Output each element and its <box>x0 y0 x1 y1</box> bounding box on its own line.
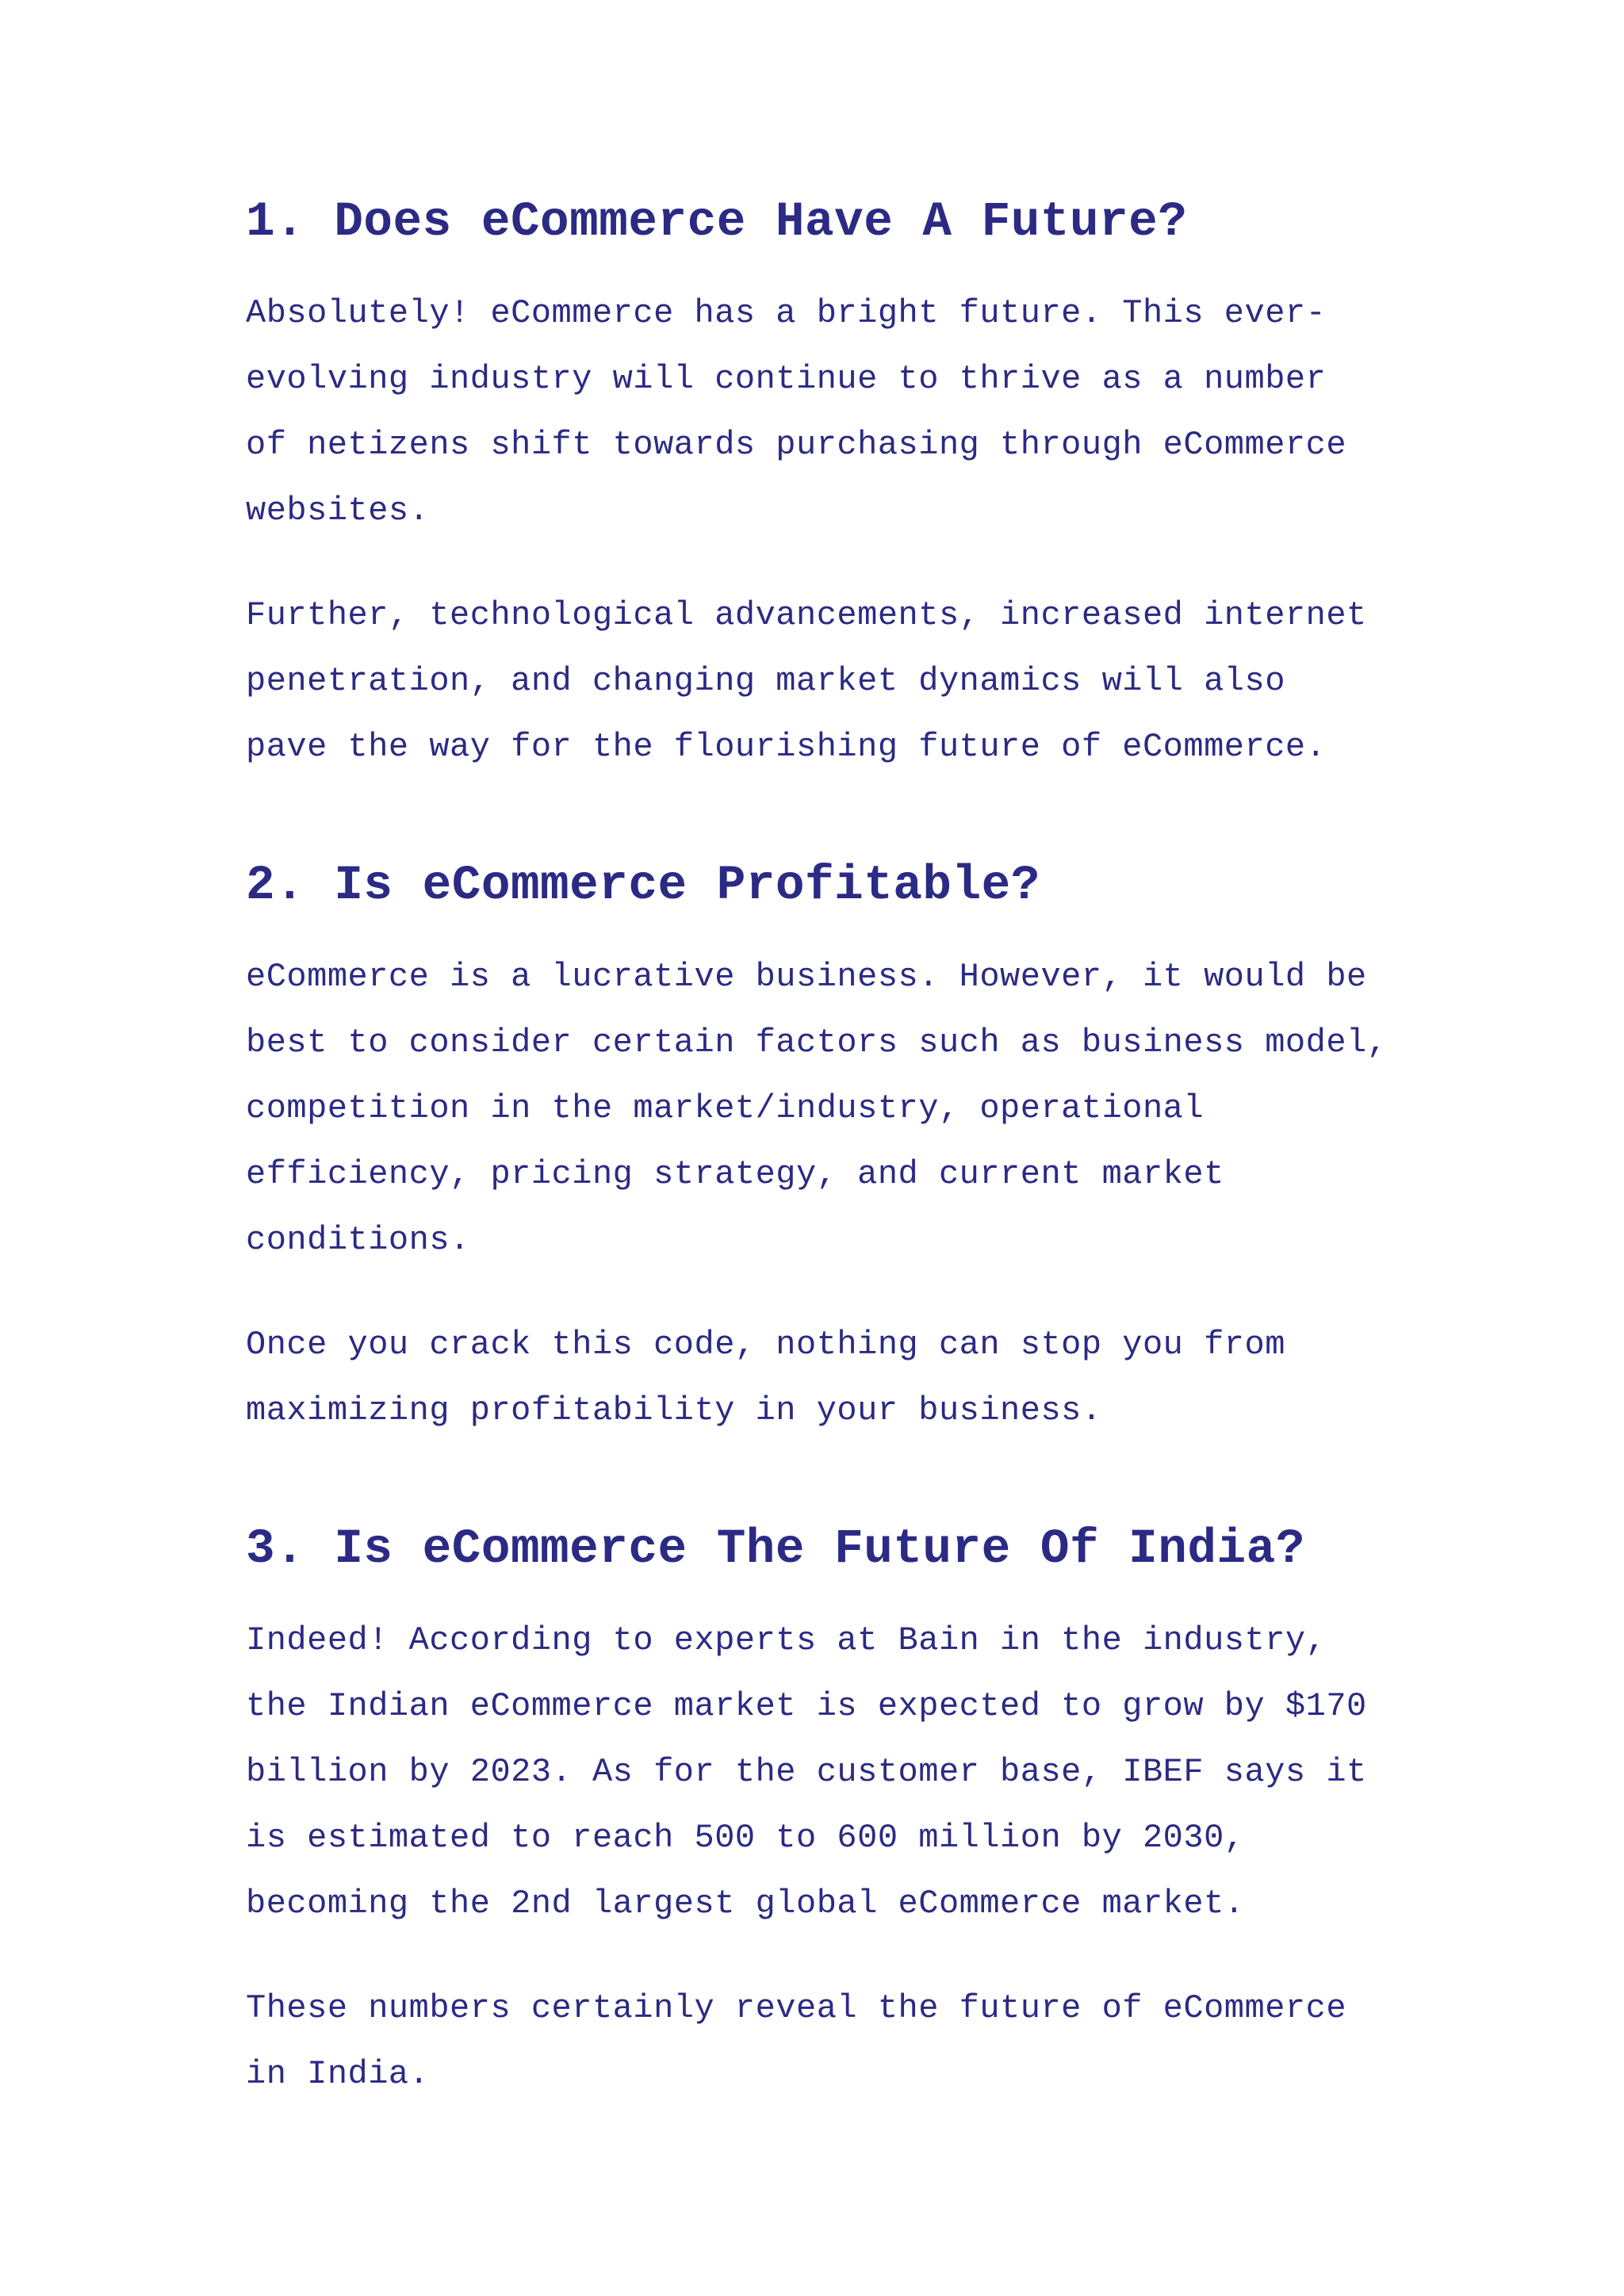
faq-section-3 <box>246 1517 1419 2107</box>
faq-answer-2-paragraph-1: eCommerce is a lucrative business. However, it would be best to consider certain factors such as business model, competition in the market/industry, operational efficiency, pricing strategy, and current market conditions. <box>246 958 1388 1259</box>
faq-answer-3-paragraph-1: Indeed! According to experts at Bain in the industry, the Indian eCommerce market is expected to grow by $170 billion by 2023. As for the customer base, IBEF says it is estimated to reach 500 to 600 million by 2030, becoming the 2nd largest global eCommerce market. <box>246 1621 1367 1923</box>
faq-answer-1-paragraph-1: Absolutely! eCommerce has a bright future. This ever- evolving industry will continue to thrive as a number of netizens shift towards purchasing through eCommerce websites. <box>246 294 1347 530</box>
faq-answer-3-paragraph-2: These numbers certainly reveal the future of eCommerce in India. <box>246 1989 1347 2093</box>
faq-heading-1: 1. Does eCommerce Have A Future? <box>246 195 1188 250</box>
faq-document <box>246 190 1419 2107</box>
faq-heading-2: 2. Is eCommerce Profitable? <box>246 859 1040 913</box>
faq-answer-2-paragraph-2: Once you crack this code, nothing can stop you from maximizing profitability in your business. <box>246 1326 1285 1429</box>
faq-section-1 <box>246 190 1419 780</box>
faq-answer-1-paragraph-2: Further, technological advancements, increased internet penetration, and changing market dynamics will also pave the way for the flourishing future of eCommerce. <box>246 596 1367 766</box>
faq-section-2 <box>246 854 1419 1444</box>
faq-heading-3: 3. Is eCommerce The Future Of India? <box>246 1522 1305 1577</box>
